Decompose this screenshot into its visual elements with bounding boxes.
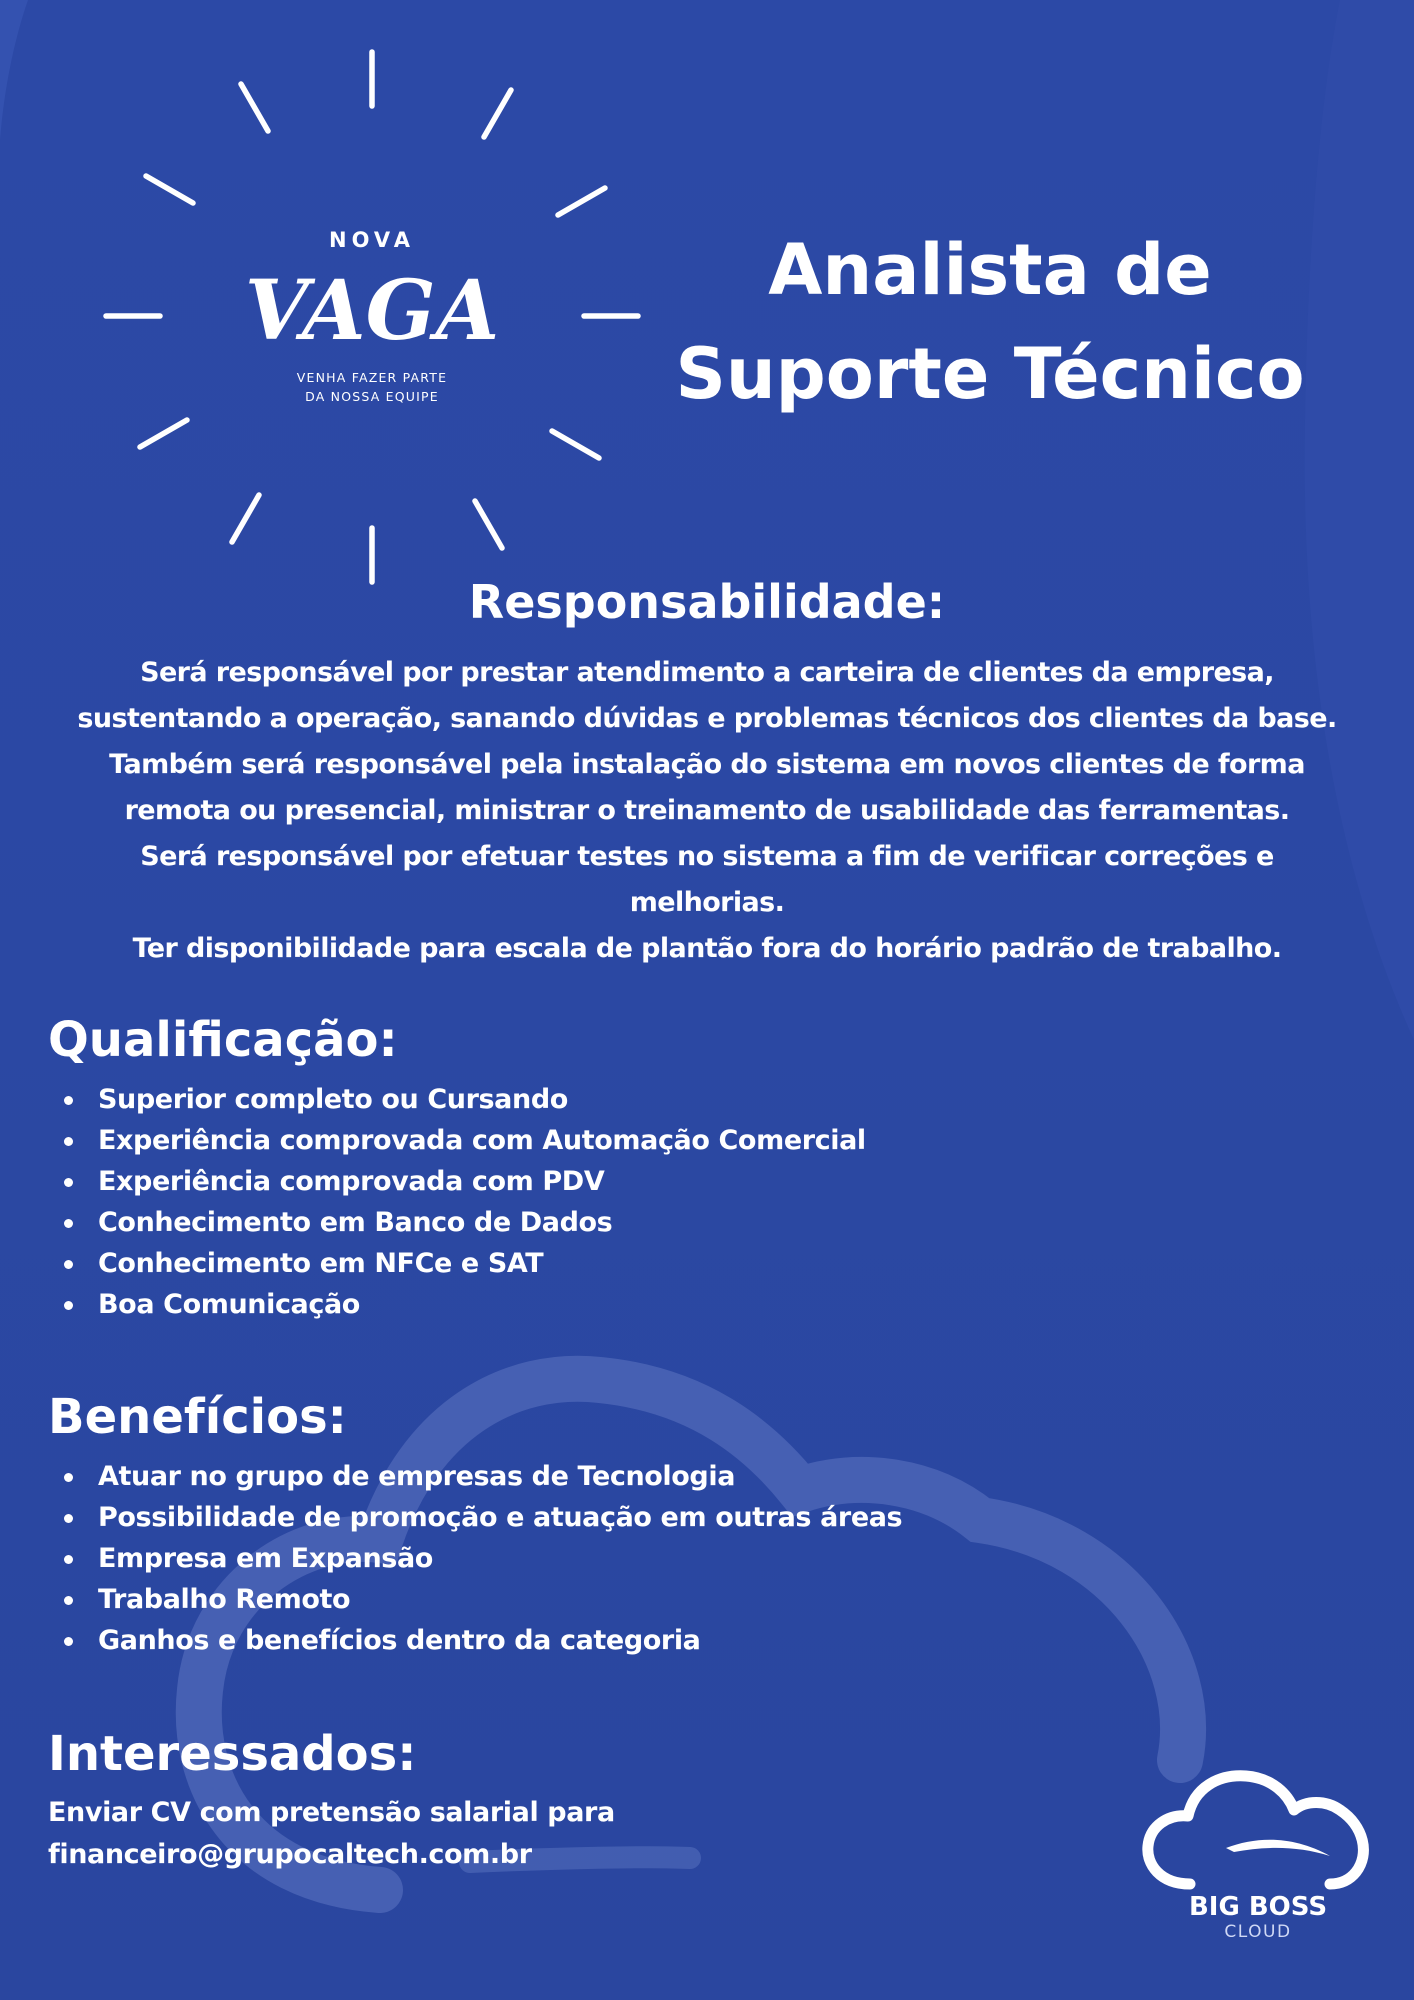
beneficios-list xyxy=(48,1456,902,1661)
beneficios-heading: Benefícios: xyxy=(48,1389,347,1445)
list-item: Superior completo ou Cursando xyxy=(48,1079,866,1120)
responsabilidade-text xyxy=(0,650,1414,972)
responsabilidade-line: Será responsável por prestar atendimento a carteira de clientes da empresa, xyxy=(140,657,1274,688)
list-item: Possibilidade de promoção e atuação em outras áreas xyxy=(48,1497,902,1538)
badge-nova-text: NOVA xyxy=(329,228,415,252)
responsabilidade-line: Será responsável por efetuar testes no sistema a fim de verificar correções e xyxy=(140,841,1274,872)
cloud-swoosh-icon xyxy=(1138,1766,1378,1896)
responsabilidade-line: Ter disponibilidade para escala de plantão fora do horário padrão de trabalho. xyxy=(132,933,1282,964)
list-item: Trabalho Remoto xyxy=(48,1579,902,1620)
logo-brand-text: BIG BOSS xyxy=(1188,1892,1328,1922)
responsabilidade-line: remota ou presencial, ministrar o treinamento de usabilidade das ferramentas. xyxy=(124,795,1290,826)
badge-vaga-text: VAGA xyxy=(244,263,500,359)
interessados-heading: Interessados: xyxy=(48,1726,417,1782)
responsabilidade-line: Também será responsável pela instalação do sistema em novos clientes de forma xyxy=(109,749,1305,780)
job-title-line-2: Suporte Técnico xyxy=(675,333,1305,415)
list-item: Empresa em Expansão xyxy=(48,1538,902,1579)
contact-email[interactable]: financeiro@grupocaltech.com.br xyxy=(48,1839,532,1870)
responsabilidade-heading: Responsabilidade: xyxy=(468,575,946,629)
list-item: Experiência comprovada com Automação Comercial xyxy=(48,1120,866,1161)
list-item: Ganhos e benefícios dentro da categoria xyxy=(48,1620,902,1661)
contact-instruction: Enviar CV com pretensão salarial para xyxy=(48,1797,615,1828)
list-item: Boa Comunicação xyxy=(48,1284,866,1325)
list-item: Experiência comprovada com PDV xyxy=(48,1161,866,1202)
contact-text xyxy=(48,1792,615,1876)
badge-tagline-line-1: VENHA FAZER PARTE xyxy=(296,370,448,385)
job-title xyxy=(660,218,1320,426)
responsabilidade-line: melhorias. xyxy=(629,887,785,918)
job-title-line-1: Analista de xyxy=(768,229,1212,311)
logo-sub-text: CLOUD xyxy=(1224,1922,1292,1942)
badge-tagline-line-2: DA NOSSA EQUIPE xyxy=(305,389,439,404)
responsabilidade-line: sustentando a operação, sanando dúvidas e problemas técnicos dos clientes da base. xyxy=(77,703,1337,734)
list-item: Conhecimento em NFCe e SAT xyxy=(48,1243,866,1284)
qualificacao-list xyxy=(48,1079,866,1325)
badge-tagline xyxy=(252,368,492,406)
list-item: Conhecimento em Banco de Dados xyxy=(48,1202,866,1243)
list-item: Atuar no grupo de empresas de Tecnologia xyxy=(48,1456,902,1497)
qualificacao-heading: Qualificação: xyxy=(48,1012,398,1068)
